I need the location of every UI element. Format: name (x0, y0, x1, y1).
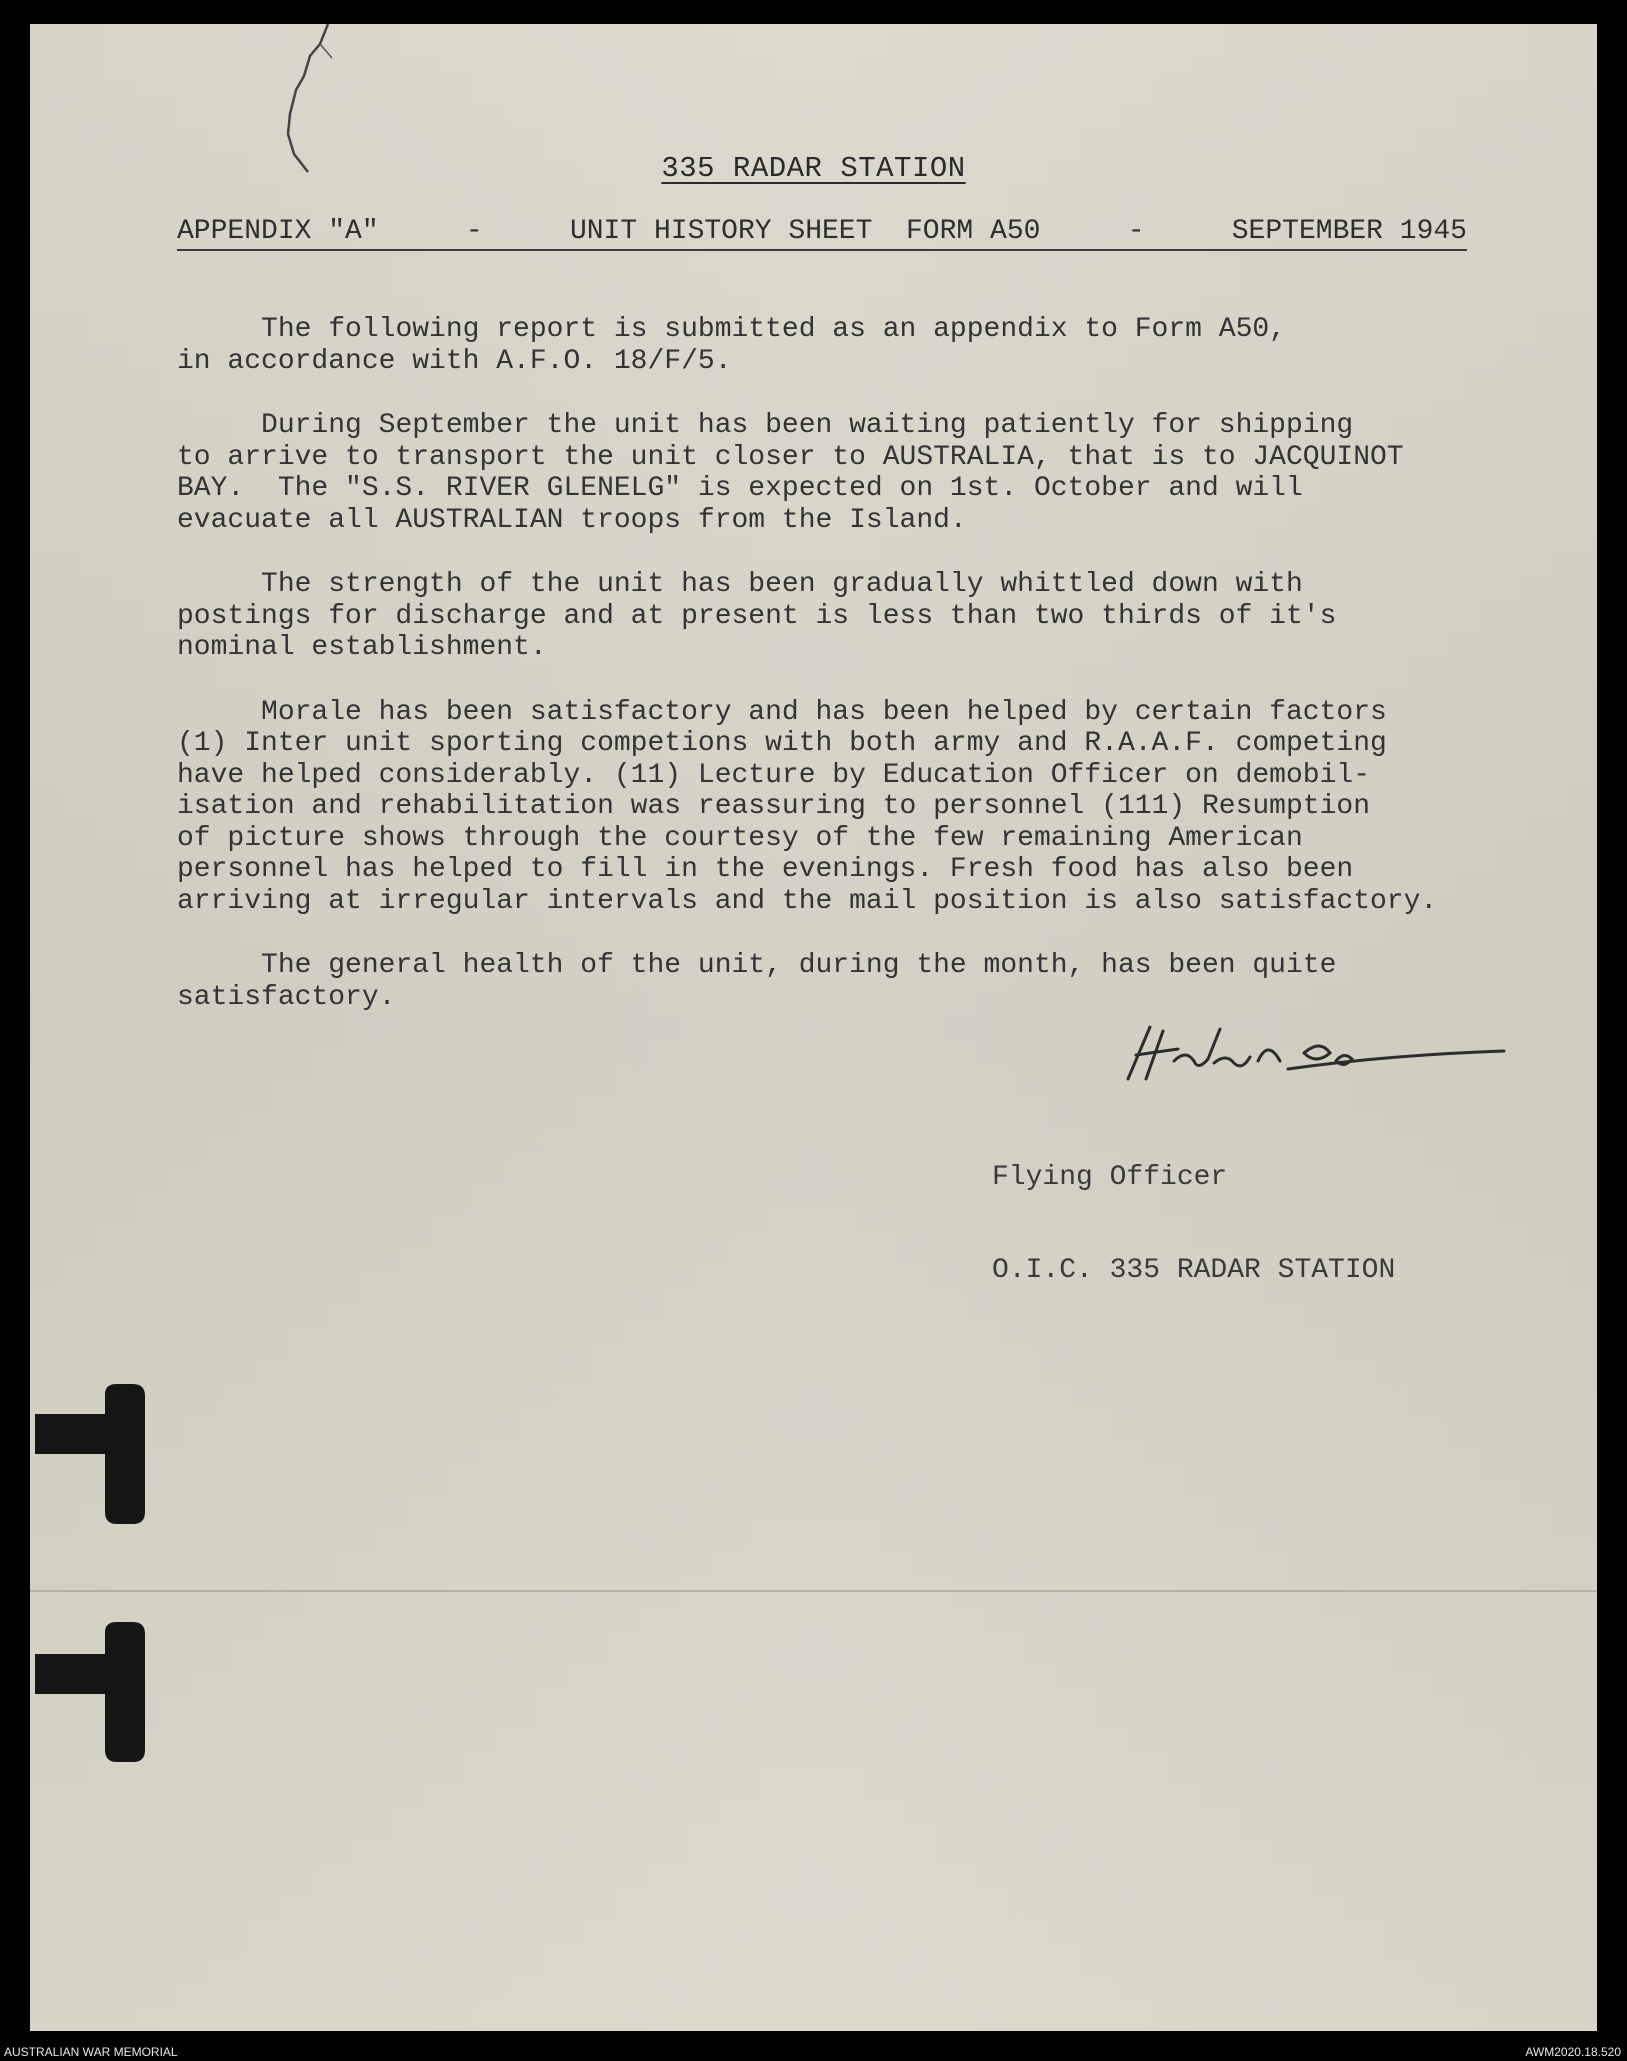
appendix-heading (177, 216, 1467, 251)
appendix-label: APPENDIX "A" (177, 216, 379, 247)
footer-accession-number: AWM2020.18.520 (1525, 2045, 1621, 2059)
handwritten-signature (1108, 1009, 1508, 1099)
appendix-date: SEPTEMBER 1945 (1231, 216, 1467, 247)
binder-clip-top (35, 1384, 145, 1524)
appendix-dash-1: - (465, 216, 483, 247)
report-body (177, 314, 1597, 1046)
paragraph-shipping: During September the unit has been waiting patiently for shipping to arrive to transport the unit closer to AUSTRALIA, that is to JACQUINOT BAY. The "S.S. RIVER GLENELG" is expected on 1st. October and will evacuate all AUSTRALIAN troops from the Island. (177, 410, 1404, 536)
paragraph-health: The general health of the unit, during the month, has been quite satisfactory. (177, 950, 1337, 1013)
binder-clip-bottom (35, 1622, 145, 1762)
signatory-position: O.I.C. 335 RADAR STATION (992, 1255, 1396, 1286)
appendix-dash-2: - (1127, 216, 1145, 247)
paragraph-intro: The following report is submitted as an appendix to Form A50, in accordance with A.F.O. 18/F/5. (177, 314, 1286, 377)
paragraph-strength: The strength of the unit has been gradually whittled down with postings for discharge and at present is less than two thirds of it's nominal establishment. (177, 569, 1337, 663)
paragraph-morale: Morale has been satisfactory and has been helped by certain factors (1) Inter unit sporting competions with both army and R.A.A.F. competing have helped considerably. (11) Lecture by Education Officer on demobil- isation and rehabilitation was reassuring to personnel (111) Resumption of picture shows through the courtesy of the few remaining American personnel has helped to fill in the evenings. Fresh food has also been arriving at irregular intervals and the mail position is also satisfactory. (177, 696, 1438, 917)
document-page (30, 24, 1597, 2031)
document-title: 335 RADAR STATION (661, 152, 966, 185)
signatory-rank: Flying Officer (992, 1162, 1228, 1193)
footer-institution: AUSTRALIAN WAR MEMORIAL (4, 2045, 178, 2059)
appendix-form: UNIT HISTORY SHEET FORM A50 (569, 216, 1041, 247)
signature-block (992, 1100, 1395, 1348)
fold-crease (30, 1590, 1597, 1592)
